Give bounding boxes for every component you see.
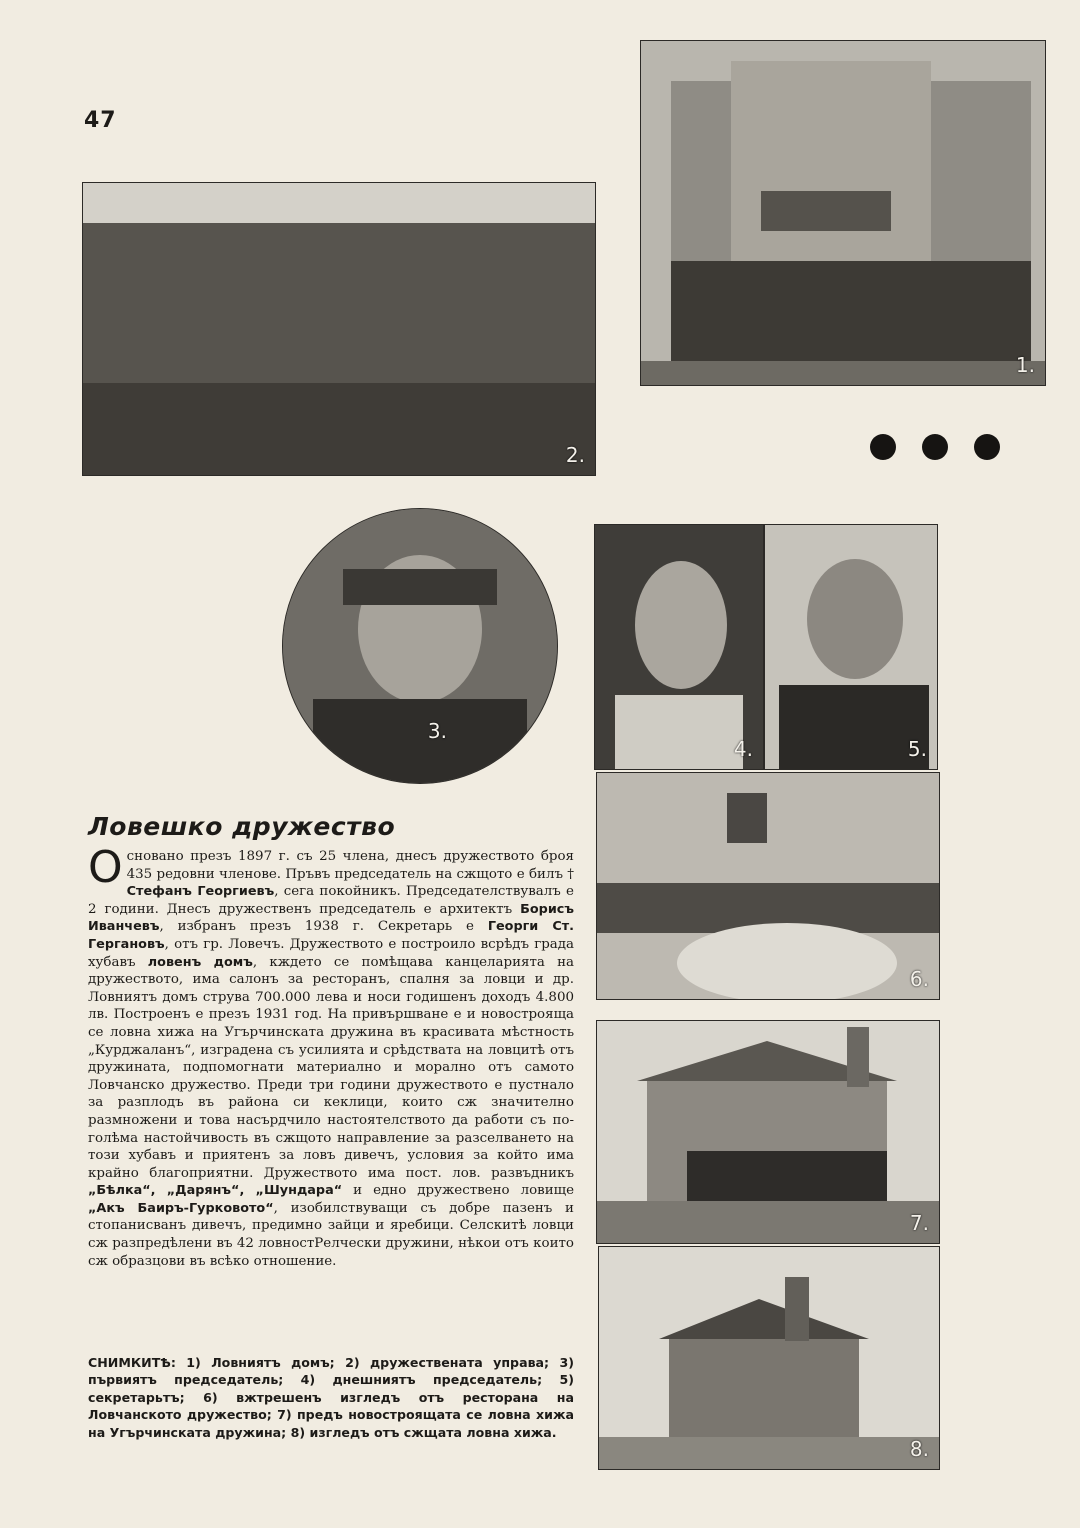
photo-first-chairman <box>282 508 558 784</box>
article-text-run: сновано презъ 1897 г. съ 25 члена, днесъ дружеството броя 435 редовни членове. Пръвъ председатель на сжщото е билъ † <box>126 849 574 882</box>
dot-1 <box>870 434 896 460</box>
article-text-run: , кждето се помѣщава канцеларията на дружеството, има салонъ за ресторанъ, спалня за ловци и др. Ловниятъ домъ струва 700.000 лева и носи годишенъ доходъ 4.800 лв. Построенъ е презъ 1931 год. На привършване е и новострояща се ловна хижа на Угърчинската дружина въ красивата мѣстность „Курджаланъ“, изградена съ усилията и срѣдствата на ловцитѣ отъ дружината, подпомогнати материално и морално отъ самото Ловчанско дружество. Преди три години дружеството е пустнало за разплодъ въ района си кеклици, които сж значително размножени и това насърдчило настоятелството да работи съ по-голѣма настойчивость въ сжщото направление за разселването на този хубавъ и приятенъ за ловъ дивечъ, условия за който има крайно благоприятни. Дружеството има пост. лов. развъдникъ <box>88 954 574 1181</box>
article-title: Ловешко дружество <box>88 812 396 841</box>
photo-secretary-art <box>765 525 937 769</box>
photo-number-8: 8. <box>909 1437 929 1461</box>
article-bold-term: Георги Ст. Гергановъ <box>88 919 574 952</box>
article-bold-term: „Акъ Баиръ-Гурковото“ <box>88 1200 274 1216</box>
photo-number-4: 4. <box>733 737 753 761</box>
photo-captions: СНИМКИТѢ: 1) Ловниятъ домъ; 2) дружествената управа; 3) първиятъ председатель; 4) днешниятъ председатель; 5) секретарьтъ; 6) вжтрешенъ изгледъ отъ ресторана на Ловчанското дружество; 7) предъ новостроящата се ловна хижа на Угърчинската дружина; 8) изгледъ отъ сжщата ловна хижа. <box>88 1355 574 1440</box>
article-bold-term: Стефанъ Георгиевъ <box>126 884 275 900</box>
article-dropcap: О <box>88 842 123 893</box>
article-bold-term: ловенъ домъ <box>147 954 253 970</box>
photo-hunting-house-art <box>641 41 1045 385</box>
photo-society-board-art <box>83 183 595 475</box>
photo-restaurant-interior-art <box>597 773 939 999</box>
photo-new-hut-hunters-art <box>597 1021 939 1243</box>
article-text-run: , избранъ презъ 1938 г. Секретарь е <box>159 919 488 935</box>
photo-first-chairman-art <box>283 509 557 783</box>
photo-number-3: 3. <box>427 719 447 743</box>
photo-hut-view <box>598 1246 940 1470</box>
article-bold-term: „Бѣлка“, „Дарянъ“, „Шундара“ <box>88 1183 343 1199</box>
photo-number-6: 6. <box>909 967 929 991</box>
dot-3 <box>974 434 1000 460</box>
photo-new-hut-hunters <box>596 1020 940 1244</box>
photo-number-5: 5. <box>907 737 927 761</box>
photo-hut-view-art <box>599 1247 939 1469</box>
page-number: 47 <box>84 108 117 133</box>
article-bold-term: Борисъ Иванчевъ <box>88 901 574 935</box>
dot-2 <box>922 434 948 460</box>
photo-current-chairman <box>594 524 764 770</box>
photo-number-2: 2. <box>565 443 585 467</box>
photo-number-1: 1. <box>1015 353 1035 377</box>
article-text-run: , сега покойникъ. Председателствувалъ е 2 години. Днесъ дружественъ председатель е архитектъ <box>88 884 574 917</box>
photo-secretary <box>764 524 938 770</box>
decorative-dots <box>870 434 1000 460</box>
article-body <box>88 842 574 1270</box>
article-text-run: и едно дружествено ловище <box>342 1183 574 1199</box>
photo-restaurant-interior <box>596 772 940 1000</box>
article-text-run: , отъ гр. Ловечъ. Дружеството е построило всрѣдъ града хубавъ <box>88 936 574 970</box>
photo-hunting-house <box>640 40 1046 386</box>
photo-number-7: 7. <box>909 1211 929 1235</box>
photo-current-chairman-art <box>595 525 763 769</box>
article-text-run: , изобилствуващи съ добре пазенъ и стопанисванъ дивечъ, предимно зайци и яребици. Селскитѣ ловци сж разпредѣлени въ 42 ловностРелчески дружини, нѣкои отъ които сж образцови въ всѣко отношение. <box>88 1200 574 1269</box>
photo-society-board <box>82 182 596 476</box>
